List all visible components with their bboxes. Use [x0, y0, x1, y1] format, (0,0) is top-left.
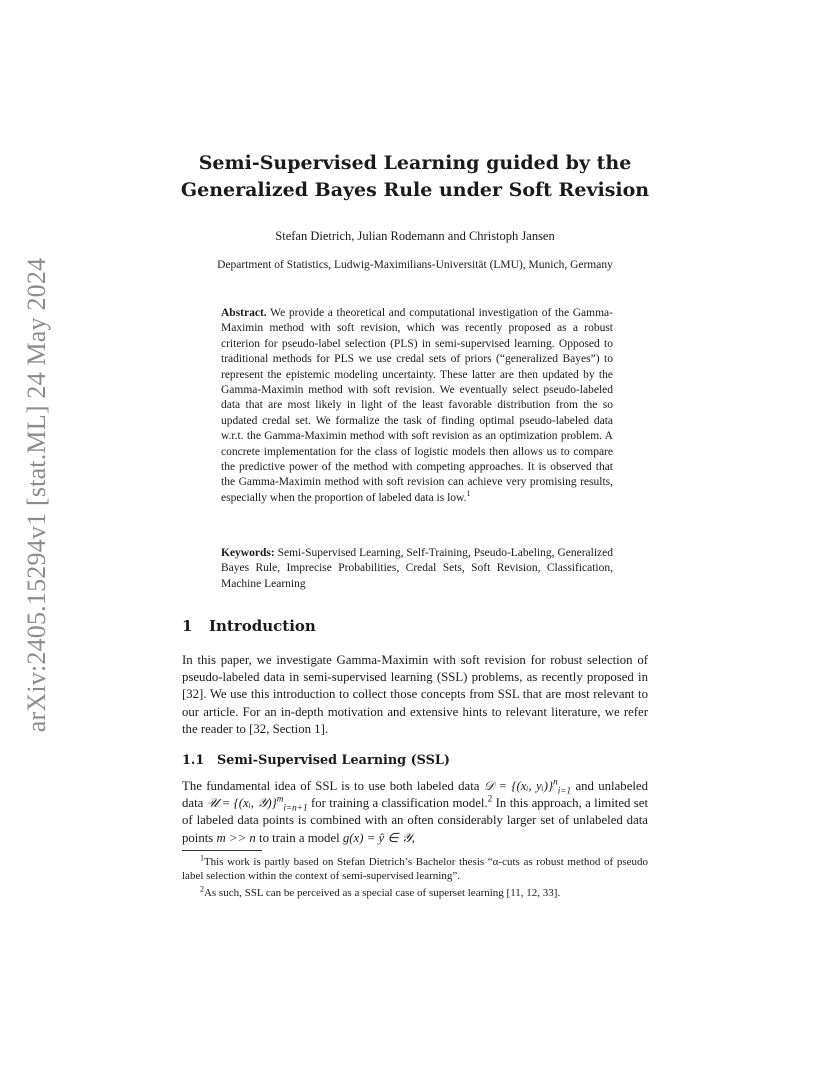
- math-u: 𝒰 = {(xᵢ, 𝒴)}: [206, 796, 277, 811]
- footnote-1-text: This work is partly based on Stefan Dietrich’s Bachelor thesis “α-cuts as robust method of pseudo label selection within the context of semi-supervised learning”.: [182, 856, 648, 883]
- ssl-paragraph: [182, 778, 648, 847]
- keywords: [221, 546, 613, 592]
- math-d-sup: n: [553, 776, 558, 787]
- footnote-2-text: As such, SSL can be perceived as a special case of superset learning [11, 12, 33].: [203, 887, 561, 899]
- section-heading-introduction: [182, 617, 316, 635]
- math-u-sup: m: [276, 793, 284, 804]
- ssl-text-f: ,: [411, 830, 415, 845]
- paper-title: [180, 150, 650, 204]
- footnote-2-mark: 2: [200, 884, 204, 894]
- ssl-text-a: The fundamental idea of SSL is to use both labeled data: [182, 779, 480, 793]
- arxiv-identifier: arXiv:2405.15294v1 [stat.ML] 24 May 2024: [22, 257, 51, 733]
- math-labeled-data: [483, 776, 572, 796]
- math-unlabeled-data: [206, 793, 308, 813]
- footnote-rule: [182, 850, 262, 851]
- footnote-ref-2[interactable]: 2: [487, 793, 493, 804]
- math-d-sub: i=1: [557, 785, 572, 796]
- ssl-text-d: In this approach, a limited set of labeled data points is combined with an often considerably larger set of unlabeled data points: [182, 796, 648, 845]
- math-u-sub: i=n+1: [283, 802, 308, 813]
- abstract: [221, 306, 613, 506]
- abstract-label: Abstract.: [221, 307, 267, 319]
- math-m-gg-n: m >> n: [216, 830, 256, 845]
- footnote-1-mark: 1: [200, 853, 204, 863]
- keywords-label: Keywords:: [221, 547, 275, 559]
- math-model: g(x) = ŷ ∈ 𝒴: [342, 830, 412, 845]
- footnote-ref-1[interactable]: 1: [466, 489, 471, 499]
- ssl-text-e: to train a model: [259, 830, 340, 845]
- footnote-2: [182, 886, 648, 900]
- abstract-text: We provide a theoretical and computational investigation of the Gamma-Maximin method with soft revision, which was recently proposed as a robust criterion for pseudo-label selection (PLS) in semi-supervised learning. Opposed to traditional methods for PLS we use credal sets of priors (“generalized Bayes”) to represent the epistemic modeling uncertainty. These latter are then updated by the Gamma-Maximin method with soft revision. We eventually select pseudo-labeled data that are most likely in light of the least favorable distribution from the so updated credal set. We formalize the task of finding optimal pseudo-labeled data w.r.t. the Gamma-Maximin method with soft revision as an optimization problem. A concrete implementation for the class of logistic models then allows us to compare the predictive power of the method with competing approaches. It is observed that the Gamma-Maximin method with soft revision can achieve very promising results, especially when the proportion of labeled data is low.: [221, 307, 613, 504]
- section-number: 1: [182, 617, 193, 635]
- footnote-1: [182, 855, 648, 883]
- title-line-1: Semi-Supervised Learning guided by the: [198, 152, 632, 174]
- authors: Stefan Dietrich, Julian Rodemann and Christoph Jansen: [275, 229, 555, 243]
- section-title: Introduction: [209, 617, 316, 635]
- title-line-2: Generalized Bayes Rule under Soft Revision: [180, 179, 650, 201]
- subsection-heading-ssl: [182, 753, 450, 768]
- introduction-paragraph: In this paper, we investigate Gamma-Maximin with soft revision for robust selection of pseudo-labeled data in semi-supervised learning (SSL) problems, as recently proposed in [32]. We use this introduction to collect those concepts from SSL that are most relevant to our article. For an in-depth motivation and extensive hints to relevant literature, we refer the reader to [32, Section 1].: [182, 653, 648, 736]
- ssl-text-b: and unlabeled data: [182, 779, 649, 811]
- ssl-text-c: for training a classification model.: [310, 796, 488, 811]
- subsection-title: Semi-Supervised Learning (SSL): [217, 753, 450, 768]
- math-d: 𝒟 = {(xᵢ, yᵢ)}: [483, 779, 554, 793]
- subsection-number: 1.1: [182, 753, 205, 768]
- affiliation: Department of Statistics, Ludwig-Maximilians-Universität (LMU), Munich, Germany: [217, 259, 613, 271]
- arxiv-sidebar: [20, 245, 54, 745]
- keywords-text: Semi-Supervised Learning, Self-Training, Pseudo-Labeling, Generalized Bayes Rule, Imprecise Probabilities, Credal Sets, Soft Revision, Classification, Machine Learning: [221, 547, 613, 590]
